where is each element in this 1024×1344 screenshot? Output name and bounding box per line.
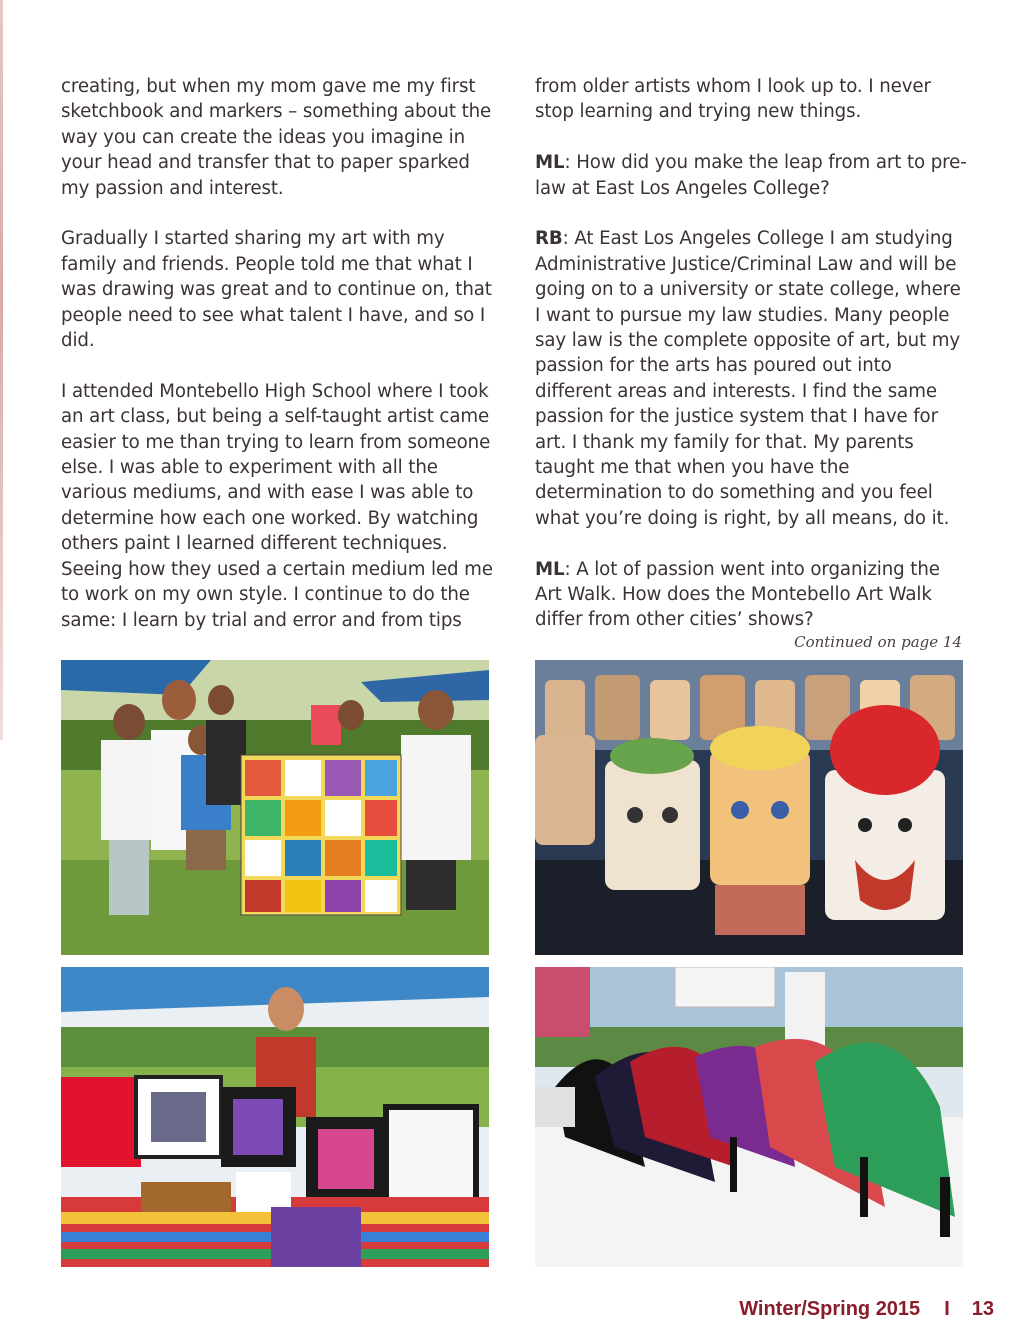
page-footer — [739, 1298, 994, 1321]
speaker-initials: RB — [535, 228, 563, 250]
photo-painted-high-heels — [535, 967, 963, 1267]
issue-label: Winter/Spring 2015 — [739, 1298, 921, 1320]
speaker-initials: ML — [535, 152, 565, 174]
interview-question — [535, 150, 967, 201]
footer-separator: I — [944, 1298, 950, 1320]
page-edge-strip — [0, 0, 3, 740]
question-text: : A lot of passion went into organizing the Art Walk. How does the Montebello Art Walk differ from other cities’ shows? — [535, 558, 940, 631]
article-left-column — [61, 74, 493, 658]
page-number: 13 — [971, 1298, 994, 1320]
paragraph: Gradually I started sharing my art with my family and friends. People told me that what I was drawing was great and to continue on, that people need to see what talent I have, and so I did. — [61, 228, 492, 352]
photo-painted-vinyl-toys — [535, 660, 963, 955]
question-text: : How did you make the leap from art to pre-law at East Los Angeles College? — [535, 152, 967, 199]
paragraph: creating, but when my mom gave me my first sketchbook and markers – something about the way you can create the ideas you imagine in your head and transfer that to paper sparked my passion and interest. — [61, 76, 492, 199]
continued-note: Continued on page 14 — [794, 633, 962, 651]
article-right-column — [535, 74, 967, 658]
interview-answer — [535, 226, 967, 531]
paragraph: I attended Montebello High School where I took an art class, but being a self-taught artist came easier to me than trying to learn from someone else. I was able to experiment with all the various mediums, and with ease I was able to determine how each one worked. By watching others paint I learned different techniques. Seeing how they used a certain medium led me to work on my own style. I continue to do the same: I learn by trial and error and from tips — [61, 380, 493, 631]
photo-group-with-art-quilt — [61, 660, 489, 955]
answer-text: : At East Los Angeles College I am studying Administrative Justice/Criminal Law and will be going on to a university or state college, where I want to pursue my law studies. Many people say law is the complete opposite of art, but my passion for the arts has poured out into different areas and interests. I find the same passion for the justice system that I have for art. I thank my family for that. My parents taught me that when you have the determination to do something and you feel what you’re doing is right, by all means, do it. — [535, 228, 961, 529]
speaker-initials: ML — [535, 558, 565, 580]
interview-question — [535, 557, 967, 633]
paragraph: from older artists whom I look up to. I never stop learning and trying new things. — [535, 76, 931, 123]
photo-artist-booth — [61, 967, 489, 1267]
